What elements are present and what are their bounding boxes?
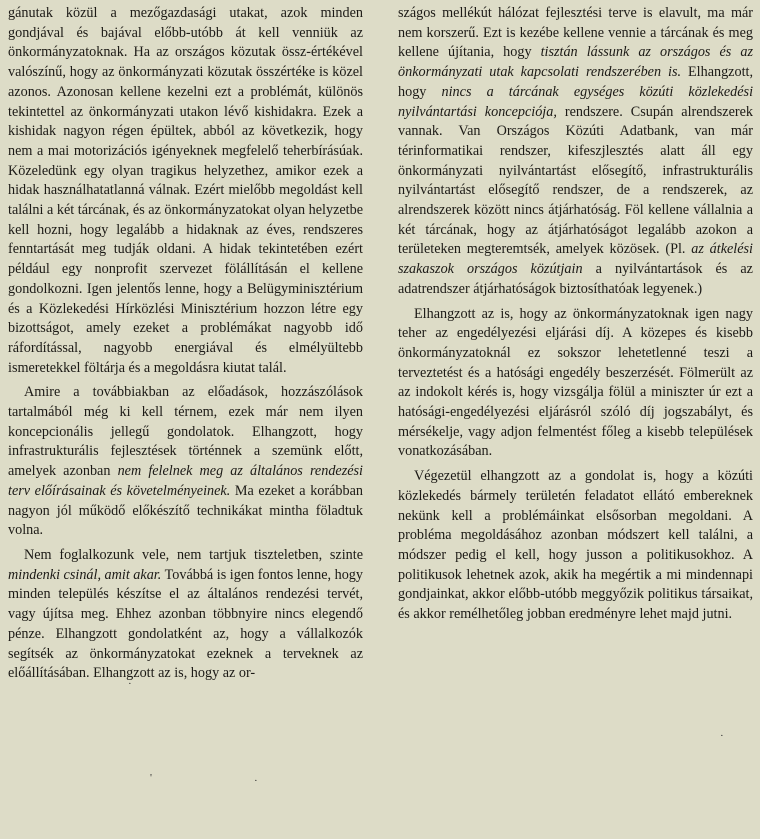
text-run: Elhangzott, hogy bbox=[398, 64, 753, 100]
text-run: Amire a továbbiakban az előadások, hozzászólások tartalmából még ki kell térnem, ezek már nem ilyen koncepcionális jellegű gondolatok. Elhangzott, hogy infrastrukturális fejlesztések történnek a szemünk előtt, amelyek azonban bbox=[8, 384, 363, 480]
text-run: Végezetül elhangzott az a gondolat is, hogy a közúti közlekedés bármely területén feladatot ellátó embereknek nekünk kell a problémáinkat elsősorban megoldani. A probléma megoldásához azonban módszert kell találni, a módszer pedig el kell, hogy jusson a politikusokhoz. A politikusok lehetnek azok, akik ha megértik a mi mindennapi gondjainkat, akkor előbb-utóbb meggyőzik politikus társaikat, és akkor remélhetőleg jobban eredményre lehet majd jutni. bbox=[398, 468, 753, 623]
paragraph bbox=[398, 467, 753, 625]
emphasized-text: nincs a tárcának egységes közúti közlekedési nyilvántartási koncepciója, bbox=[398, 83, 754, 120]
emphasized-text: tisztán lássunk az országos és az önkormányzati utak kapcsolati rendszerében is. bbox=[398, 44, 753, 81]
text-run: gánutak közül a mezőgazdasági utakat, azok minden gondjával és bajával előbb-utóbb át kell venniük az önkormányzatoknak. Ha az országos közutak össz-értékével valószínű, hogy az önkormányzati közutak összértéke is közel azonos. Azonosan kellene kezelni ezt a problémát, különös tekintettel az önkormányzati utakon lévő kishidakra. Ezek a kishidak nagyon régen épültek, abból az következik, hogy nem a mai motorizációs igényeknek megfelelő teherbírásúak. Közeledünk egy olyan tragikus helyzethez, amikor ezek a hidak használhatatlanná válnak. Ezért mielőbb megoldást kell találni a két tárcának, és az önkormányzatokat olyan helyzetbe kell hozni, hogy legalább a hidaknak az éves, rendszeres fenntartását meg tudják oldani. A hidak tekintetében ezért például egy nonprofit szervezet fölállításán el kellene gondolkozni. Igen jelentős lenne, hogy a Belügyminisztérium és a Közlekedési Hírközlési Minisztérium hozzon létre egy bizottságot, amely ezeket a problémákat nagyobb idő ráfordítással, nagyobb energiával és elmélyültebb ismeretekkel föltárja és a megoldásra kiutat talál. bbox=[8, 5, 363, 376]
right-text-column bbox=[398, 4, 753, 630]
scan-speck: · bbox=[254, 775, 258, 787]
text-run: Nem foglalkozunk vele, nem tartjuk tiszteletben, szinte bbox=[24, 546, 363, 563]
paragraph bbox=[8, 383, 363, 541]
text-run: Ma ezeket a korábban nagyon jól működő előkészítő technikákat mintha föladtuk volna. bbox=[8, 482, 363, 539]
scan-speck: ' bbox=[150, 772, 152, 784]
paragraph bbox=[398, 305, 753, 463]
text-run: szágos mellékút hálózat fejlesztési terve is elavult, ma már nem korszerű. Ezt is kezébe kellene vennie a tárcának és meg kellene újítania, hogy bbox=[398, 5, 753, 61]
emphasized-text: az átkelési szakaszok országos közútjain bbox=[398, 241, 753, 278]
text-run: Továbbá is igen fontos lenne, hogy minden település készítse el az általános rendezési tervét, vagy újítsa meg. Ehhez azonban többnyire nincs elegendő pénze. Elhangzott gondolatként az, hogy a vállalkozók segítsék az önkormányzatokat ezeknek a terveknek az előállításában. Elhangzott az is, hogy az or- bbox=[8, 566, 363, 682]
scan-speck: · bbox=[128, 678, 132, 690]
scan-speck: · bbox=[720, 730, 724, 742]
text-run: rendszere. Csupán alrendszerek vannak. Van Országos Közúti Adatbank, van már térinformatikai rendszer, kifeszjlesztés alatt áll egy önkormányzati nyilvántartást elősegítő, infrastrukturális nyilvántartást elősegítő rendszer, de a rendszerek, az alrendszerek között nincs átjárhatóság. Föl kellene vállalnia a két tárcának, hogy az átjárhatóságot legalább azokon a területeken megteremtsék, amelyek közösek. (Pl. bbox=[398, 103, 753, 258]
paragraph bbox=[8, 4, 363, 378]
emphasized-text: nem felelnek meg az általános rendezési terv előírásainak és követelményeinek. bbox=[8, 463, 363, 499]
text-run: a nyilvántartások és az adatrendszer átjárhatóságok biztosíthatóak legyenek.) bbox=[398, 261, 753, 297]
paragraph bbox=[398, 4, 753, 300]
emphasized-text: mindenki csinál, amit akar. bbox=[8, 566, 162, 583]
text-run: Elhangzott az is, hogy az önkormányzatoknak igen nagy teher az engedélyezési eljárási díj. A közepes és kisebb önkormányzatoknál ez sokszor lehetetlenné teszi a terveztetést és a hatósági engedély beszerzését. Fölmerült az az indokolt kérés is, hogy vizsgálja fölül a miniszter úr ezt a hatósági-engedélyezési eljárásról szóló díj jogszabályt, és mérsékelje, vagy adjon felmentést főleg a kisebb települések vonatkozásában. bbox=[398, 305, 753, 460]
paragraph bbox=[8, 546, 363, 684]
left-text-column bbox=[8, 4, 363, 689]
